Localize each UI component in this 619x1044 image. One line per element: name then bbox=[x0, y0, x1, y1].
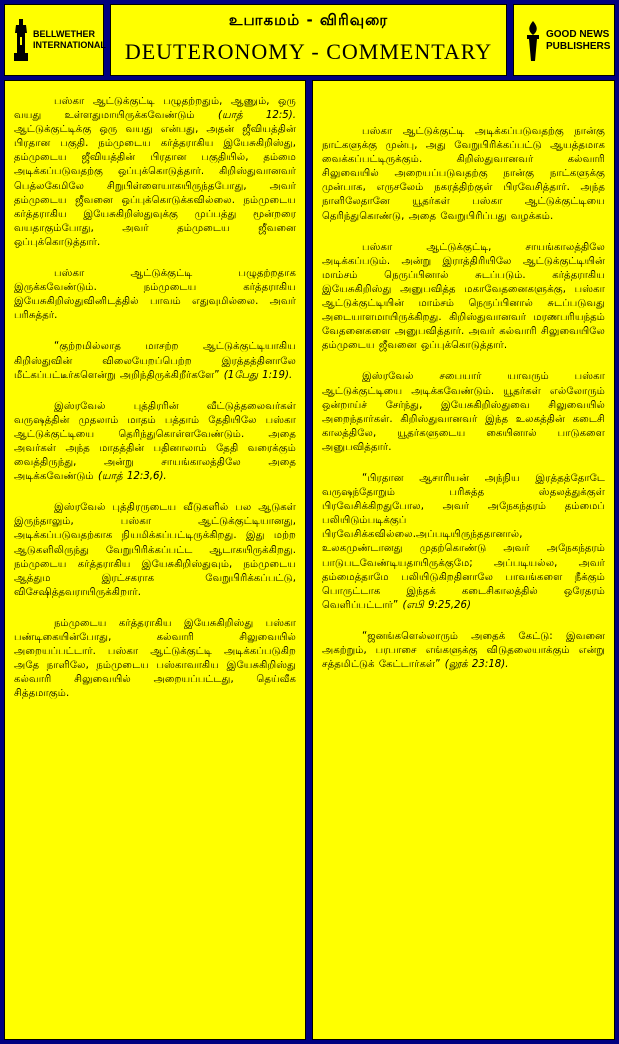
right-logo-line2: PUBLISHERS bbox=[546, 41, 611, 52]
left-paragraph-5: இஸ்ரவேல் புத்திரருடைய வீடுகளில் பல ஆடுகள் இருந்தாலும், பஸ்கா ஆட்டுக்குட்டியானது, அடிக்கப்படுவதற்காக நியமிக்கப்பட்டிருக்கிறது. இது மற்ற ஆடுகளிலிருந்து வேறுபிரிக்கப்பட்ட ஆடாகயிருக்கிறது. நம்முடைய கர்த்தராகிய இயேசுகிறிஸ்துவும், நம்முடைய ஆத்தும இரட்சகராக வேறுபிரிக்கப்பட்டு, விசேஷித்தவராயிருக்கிறார். bbox=[14, 502, 296, 598]
title-banner bbox=[110, 4, 507, 76]
left-paragraph-3: “குற்றமில்லாத மாசற்ற ஆட்டுக்குட்டியாகிய கிறிஸ்துவின் விலையேறப்பெற்ற இரத்தத்தினாலே மீட்கப்பட்டீர்களென்று அறிந்திருக்கிறீர்களே” (1பேது 1:19). bbox=[14, 341, 296, 381]
left-paragraph-4: இஸ்ரவேல் புத்திரரின் வீட்டுத்தலைவர்கள் வருஷத்தின் முதலாம் மாதம் பத்தாம் தேதியிலே பஸ்கா ஆட்டுக்குட்டியை தெரிந்துகொள்ளவேண்டும். அதை அவர்கள் அந்த மாதத்தின் பதினாலாம் தேதி வரைக்கும் வைத்திருந்து, அன்று சாயங்காலத்திலே அதை அடிக்கவேண்டும் (யாத் 12:3,6). bbox=[14, 400, 296, 483]
left-logo-line1: BELLWETHER bbox=[33, 29, 95, 39]
right-paragraph-3: இஸ்ரவேல் சபையார் யாவரும் பஸ்கா ஆட்டுக்குட்டியை அடிக்கவேண்டும். யூதர்கள் எல்லோரும் ஒன்றாய்ச் சேர்ந்து, இயேசுகிறிஸ்துவை சிலுவையில் அறைந்தார்கள். கிறிஸ்துவானவர் இந்த உலகத்தின் கடைசி காலத்திலே, யூதர்களுடைய கையினால் பாடுகளை அனுபவித்தார். bbox=[322, 371, 605, 453]
right-paragraph-5: “ஜனங்களெல்லாரும் அதைக் கேட்டு: இவனை அகற்றும், பரபாசை எங்களுக்கு விடுதலையாக்கும் என்று சத்தமிட்டுக் கேட்டார்கள்” (லூக் 23:18). bbox=[322, 630, 605, 671]
right-logo-line1: GOOD NEWS bbox=[546, 29, 610, 40]
left-paragraph-6: நம்முடைய கர்த்தராகிய இயேசுகிறிஸ்து பஸ்கா பண்டிகையின்போது, கல்வாரி சிலுவையில் அறையப்பட்டார். பஸ்கா ஆட்டுக்குட்டி அடிக்கப்படுகிற அதே நாளிலே, நம்முடைய பஸ்காவாகிய இயேசுகிறிஸ்து கல்வாரி சிலுவையில் அறையப்பட்டது, தெய்வீக சித்தமாகும். bbox=[14, 617, 296, 700]
torch-icon bbox=[524, 21, 542, 61]
good-news-logo bbox=[513, 4, 615, 76]
left-logo-line2: INTERNATIONAL bbox=[33, 40, 106, 50]
title-tamil: உபாகமம் - விரிவுரை bbox=[228, 11, 389, 29]
left-column bbox=[4, 80, 306, 1040]
bell-tower-icon bbox=[13, 19, 29, 61]
title-english: DEUTERONOMY - COMMENTARY bbox=[124, 39, 493, 64]
right-paragraph-1: பஸ்கா ஆட்டுக்குட்டி அடிக்கப்படுவதற்கு நான்கு நாட்களுக்கு முன்பு, அது வேறுபிரிக்கப்பட்டு ஆயத்தமாக வைக்கப்பட்டிருக்கும். கிறிஸ்துவானவர் கல்வாரி சிலுவையில் அறையப்படுவதற்கு நான்கு நாட்களுக்கு முன்பாக, எருசலேம் நகரத்திற்குள் பிரவேசித்தார். அந்த நாளிலேதானே யூதர்கள் பஸ்கா ஆட்டுக்குட்டியை தெரிந்துகொண்டு, அதை வேறுபிரிப்பது வழக்கம். bbox=[322, 126, 605, 222]
right-paragraph-4: “பிரதான ஆசாரியன் அந்நிய இரத்தத்தோடே வருஷந்தோறும் பரிசுத்த ஸ்தலத்துக்குள் பிரவேசிக்கிறதுபோல, அவர் அநேகந்தரம் தம்மைப் பலியிடும்படிக்குப் பிரவேசிக்கவில்லை.அப்படியிருந்ததானால், உலகமுண்டானது முதற்கொண்டு அவர் அநேகந்தரம் பாடுபடவேண்டியதாயிருக்குமே; அப்படியல்ல, அவர் தம்மைத்தாமே பலியிடுகிறதினாலே பாவங்களை நீக்கும் பொருட்டாக இந்தக் கடைசிகாலத்தில் ஒரேதரம் வெளிப்பட்டார்” (எபி 9:25,26) bbox=[322, 472, 605, 611]
left-paragraph-1: பஸ்கா ஆட்டுக்குட்டி பழுதற்றதும், ஆணும், ஒரு வயது உள்ளதுமாயிருக்கவேண்டும் (யாத் 12:5). ஆட்டுக்குட்டிக்கு ஒரு வயது என்பது, அதன் ஜீவியத்தின் பிரதான பகுதி. நம்முடைய கர்த்தராகிய இயேசுகிறிஸ்து, தம்முடைய ஜீவியத்தின் பிரதான பகுதியில், தம்மை அடிக்கப்படுவதற்கு ஒப்புக்கொடுத்தார். கிறிஸ்துவானவர் பெத்லகேமிலே சிறுபிள்ளையாகயிருந்தபோது, அவர் தம்முடைய ஜீவனை ஒப்புக்கொடுக்கவில்லை. நம்முடைய கர்த்தராகிய இயேசுகிறிஸ்துவுக்கு முப்பத்து மூன்றரை வயதாகும்போது, அவர் தம்முடைய ஜீவனை ஒப்புக்கொடுத்தார். bbox=[14, 96, 296, 248]
left-paragraph-2: பஸ்கா ஆட்டுக்குட்டி பழுதற்றதாக இருக்கவேண்டும். நம்முடைய கர்த்தராகிய இயேசுகிறிஸ்துவினிடத்தில் பாவம் எதுவுமில்லை. அவர் பரிசுத்தர். bbox=[14, 268, 296, 322]
bellwether-logo bbox=[4, 4, 104, 76]
right-paragraph-2: பஸ்கா ஆட்டுக்குட்டி, சாயங்காலத்திலே அடிக்கப்படும். அன்று இராத்திரியிலே ஆட்டுக்குட்டியின் மாம்சம் நெருப்பினால் சுடப்படும். கர்த்தராகிய இயேசுகிறிஸ்து அனுபவித்த மகாவேதனைகளுக்கு, பஸ்கா ஆட்டுக்குட்டியின் மாம்சம் நெருப்பினால் சுடப்படுவது அடையாளமாயிருக்கிறது. கிறிஸ்துவானவர் மரணபரியந்தம் வேதனைகளை அனுபவித்தார். அவர் கல்வாரி சிலுவையிலே தம்முடைய ஜீவனை ஒப்புக்கொடுத்தார். bbox=[322, 241, 605, 352]
right-column bbox=[312, 80, 615, 1040]
